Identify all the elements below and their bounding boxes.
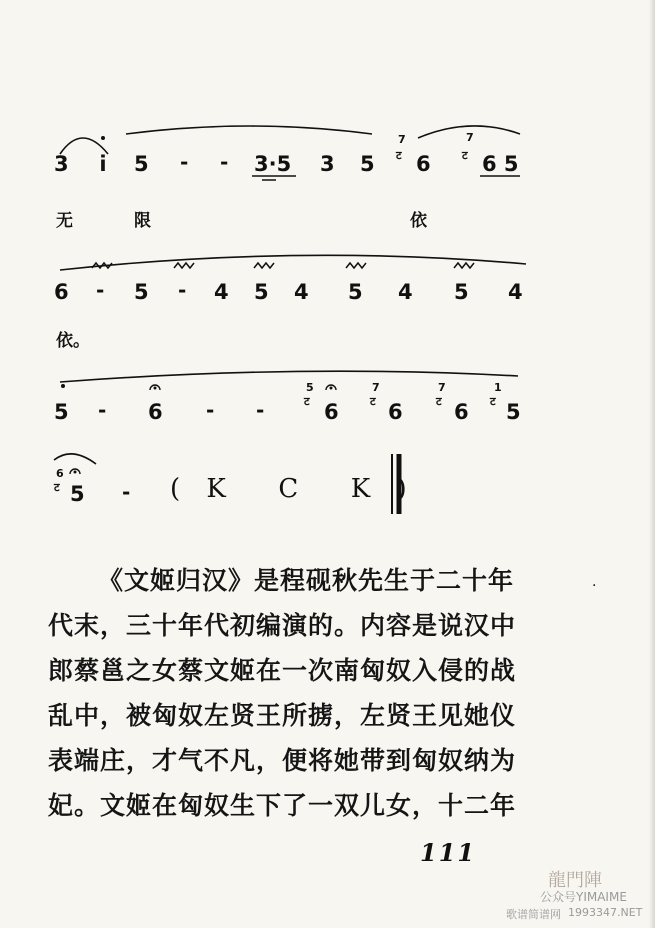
paragraph-line: 表端庄，才气不凡，便将她带到匈奴纳为 <box>48 746 517 775</box>
grace-mark: ट <box>304 395 310 408</box>
dash: - <box>122 480 131 504</box>
score-line-2 <box>0 250 655 350</box>
note: 5 <box>360 152 375 176</box>
note: 4 <box>294 280 309 304</box>
note: 3 <box>54 152 69 176</box>
grace-mark: ट <box>54 481 60 494</box>
note: 4 <box>214 280 229 304</box>
grace-note: 7 <box>438 381 446 394</box>
dash: - <box>220 150 229 174</box>
grace-note: 7 <box>466 131 474 144</box>
percussion-pattern: ( K C K ) <box>170 474 407 504</box>
lyric: 限 <box>134 211 151 231</box>
note: 5 <box>70 482 85 506</box>
grace-note: 7 <box>398 133 406 146</box>
note: 6 <box>388 400 403 424</box>
grace-note: 1 <box>494 381 502 394</box>
note: 6 <box>324 400 339 424</box>
note: 5 <box>454 280 469 304</box>
note: 4 <box>398 280 413 304</box>
dash: - <box>178 278 187 302</box>
paragraph-line: 《文姬归汉》是程砚秋先生于二十年 <box>98 566 515 595</box>
grace-mark: ट <box>462 149 468 162</box>
watermark-id: 1993347.NET <box>568 906 643 919</box>
dash: - <box>98 398 107 422</box>
note: 3·5 <box>254 152 292 176</box>
note: 5 <box>54 400 69 424</box>
paragraph-line: 乱中，被匈奴左贤王所掳，左贤王见她仪 <box>48 701 517 730</box>
grace-note: 7 <box>372 381 380 394</box>
note: 5 <box>134 152 149 176</box>
note: 6 <box>454 400 469 424</box>
grace-mark: ट <box>490 395 496 408</box>
dash: - <box>180 150 189 174</box>
watermark-site: 歌谱简谱网 <box>506 908 561 921</box>
stray-mark: · <box>592 578 597 594</box>
score-line-4 <box>0 440 655 520</box>
body-paragraph <box>48 558 608 828</box>
note: 4 <box>508 280 523 304</box>
note: 5 <box>254 280 269 304</box>
score-line-3 <box>0 366 655 436</box>
dash: - <box>96 278 105 302</box>
note: 5 <box>134 280 149 304</box>
page-number: 111 <box>420 838 477 867</box>
note: 5 <box>348 280 363 304</box>
grace-note: 5 <box>306 381 314 394</box>
note: 6 <box>416 152 431 176</box>
note: 6 <box>54 280 69 304</box>
lyric: 依 <box>410 211 427 231</box>
dash: - <box>256 398 265 422</box>
grace-mark: ट <box>370 395 376 408</box>
grace-note: 6 <box>56 467 64 480</box>
note: 6 5 <box>482 152 519 176</box>
paragraph-line: 代末，三十年代初编演的。内容是说汉中 <box>48 611 517 640</box>
paragraph-line: 郎蔡邕之女蔡文姬在一次南匈奴入侵的战 <box>48 656 517 685</box>
watermark-wechat: 公众号YIMAIME <box>540 890 627 904</box>
note: 3 <box>320 152 335 176</box>
grace-mark: ट <box>396 149 402 162</box>
score-line-1 <box>0 120 655 230</box>
lyric: 依。 <box>56 331 90 351</box>
dash: - <box>206 398 215 422</box>
note: 5 <box>506 400 521 424</box>
grace-mark: ट <box>436 395 442 408</box>
note: 6 <box>148 400 163 424</box>
note: i <box>99 152 107 176</box>
watermark-logo: 龍門陣 <box>548 870 602 891</box>
paragraph-line: 妃。文姬在匈奴生下了一双儿女，十二年 <box>48 791 517 820</box>
lyric: 无 <box>56 211 73 231</box>
